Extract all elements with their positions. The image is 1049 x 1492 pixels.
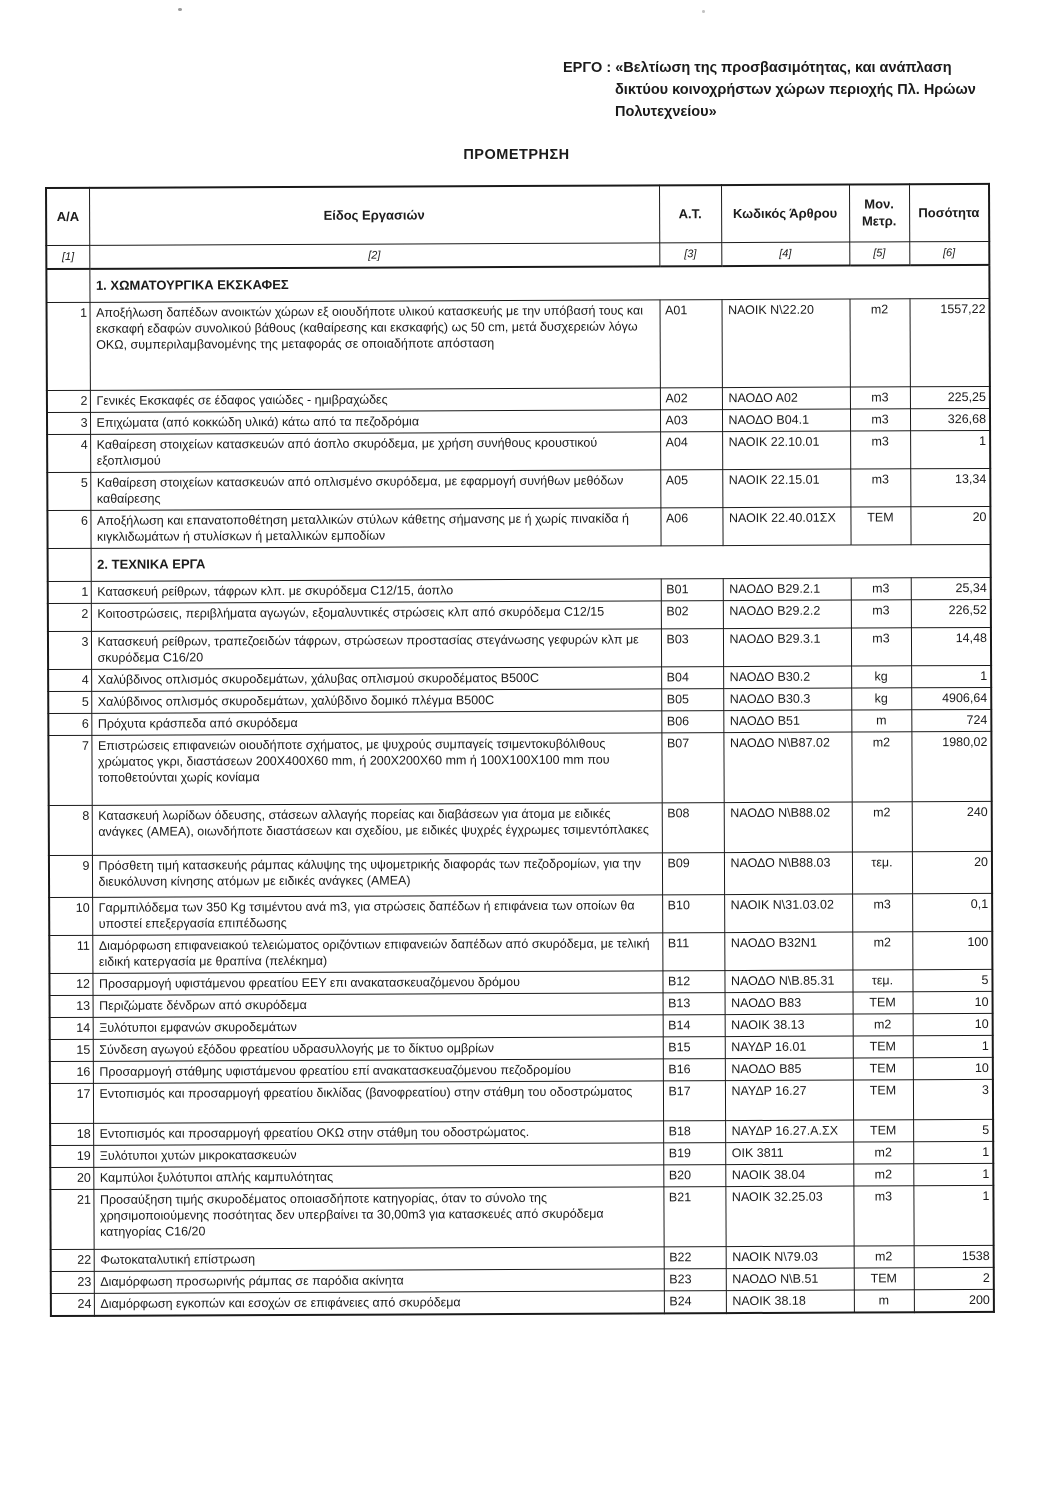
row-unit: τεμ.: [852, 970, 912, 992]
row-at-code: B05: [661, 689, 723, 711]
row-unit: m3: [850, 409, 910, 431]
section-aa-cell: [48, 548, 91, 581]
row-num: 6: [48, 713, 91, 735]
row-num: 23: [51, 1271, 94, 1293]
section-row: [46, 265, 989, 303]
row-unit: ΤΕΜ: [853, 1036, 913, 1058]
row-article-code: ΝΑΟΙΚ Ν\31.03.02: [724, 894, 852, 933]
row-article-code: ΝΑΟΔΟ Ν\Β.51: [726, 1268, 854, 1291]
row-unit: m3: [850, 431, 910, 469]
page-title: ΠΡΟΜΕΤΡΗΣΗ: [463, 147, 570, 163]
row-unit: m3: [850, 469, 910, 507]
row-article-code: ΝΑΟΔΟ Β30.2: [723, 666, 851, 689]
col-header-unit: Μον. Μετρ.: [849, 184, 909, 242]
row-article-code: ΝΑΟΔΟ Β30.3: [723, 688, 851, 711]
row-quantity: 1: [913, 1035, 993, 1057]
row-description: Διαμόρφωση εγκοπών και εσοχών σε επιφάνειες από σκυρόδεμα: [94, 1291, 664, 1316]
row-unit: m2: [853, 1142, 913, 1164]
row-unit: m2: [852, 802, 912, 852]
row-unit: m3: [851, 600, 911, 628]
row-quantity: 1557,22: [910, 298, 990, 386]
row-article-code: ΝΑΟΔΟ Α02: [722, 387, 850, 410]
table-row: [50, 1079, 993, 1123]
row-article-code: ΝΑΟΙΚ 38.04: [725, 1164, 853, 1187]
section-row: [48, 544, 991, 581]
row-at-code: B06: [661, 711, 723, 733]
col-header-aa: Α/Α: [46, 188, 89, 246]
row-description: Προσαύξηση τιμής σκυροδέματος οποιασδήποτε κατηγορίας, όταν το σύνολο της χρησιμοποιούμενης ποσότητας δεν υπερβαίνει τα 30,00m3 για κατασκευές από σκυρόδεμα κατηγορίας C16/20: [93, 1187, 663, 1249]
row-quantity: 225,25: [910, 386, 990, 408]
row-article-code: ΝΑΥΔΡ 16.27: [725, 1080, 853, 1121]
row-quantity: 13,34: [910, 468, 990, 506]
row-description: Πρόσθετη τιμή κατασκευής ράμπας κάλυψης της υψομετρικής διαφοράς των πεζοδρομίων, για την διευκόλυνση κίνησης ατόμων με ειδικές ανάγκες (ΑΜΕΑ): [92, 853, 662, 897]
row-unit: m3: [852, 894, 912, 932]
row-num: 5: [47, 472, 90, 510]
row-article-code: ΝΑΟΔΟ Β32Ν1: [724, 932, 852, 971]
project-header: [563, 57, 993, 123]
row-article-code: ΟΙΚ 3811: [725, 1142, 853, 1165]
table-row: [47, 506, 990, 548]
row-at-code: B19: [663, 1143, 725, 1165]
col-header-article-code: Κωδικός Άρθρου: [721, 185, 849, 243]
row-at-code: B07: [661, 733, 723, 803]
row-quantity: 14,48: [911, 627, 991, 665]
project-label: ΕΡΓΟ :: [563, 60, 612, 76]
row-unit: m: [851, 710, 911, 732]
row-unit: ΤΕΜ: [853, 1080, 913, 1120]
row-at-code: B13: [663, 993, 725, 1015]
row-quantity: 326,68: [910, 408, 990, 430]
row-quantity: 1: [910, 430, 990, 468]
row-description: Γαρμπιλόδεμα των 350 Kg τσιμέντου ανά m3, για στρώσεις δαπέδων ή επιφάνεια των οποίων θα υποστεί επεξεργασία επιπέδωσης: [92, 895, 662, 935]
row-num: 19: [50, 1145, 93, 1167]
row-num: 13: [50, 995, 93, 1017]
row-article-code: ΝΑΟΔΟ Ν\Β.85.31: [724, 970, 852, 993]
row-description: Εντοπισμός και προσαρμογή φρεατίου δικλίδας (βανοφρεατίου) στην στάθμη του οδοστρώματος: [93, 1081, 663, 1123]
row-article-code: ΝΑΟΙΚ 22.10.01: [722, 431, 850, 470]
table-row: [47, 298, 990, 390]
row-description: Περιζώματε δένδρων από σκυρόδεμα: [93, 993, 663, 1017]
scan-speck: [702, 10, 705, 13]
row-description: Κατασκευή ρείθρων, τραπεζοειδών τάφρων, στρώσεων προστασίας στεγάνωσης γεφυρών κλπ με σκυρόδεμα C16/20: [91, 629, 661, 669]
row-description: Διαμόρφωση επιφανειακού τελειώματος οριζόντιων επιφανειών δαπέδων από σκυρόδεμα, με τελική ειδική κατεργασία με θραπίνα (πελέκημα): [92, 933, 662, 973]
section-title: 2. ΤΕΧΝΙΚΑ ΕΡΓΑ: [91, 544, 991, 581]
row-quantity: 226,52: [911, 599, 991, 627]
row-num: 4: [47, 434, 90, 472]
row-num: 1: [48, 581, 91, 603]
row-quantity: 5: [913, 1119, 993, 1141]
row-unit: kg: [851, 688, 911, 710]
row-quantity: 10: [913, 1013, 993, 1035]
row-num: 10: [49, 897, 92, 935]
row-quantity: 0,1: [912, 893, 992, 931]
row-quantity: 724: [911, 709, 991, 731]
row-at-code: B22: [664, 1247, 726, 1269]
row-num: 8: [49, 805, 92, 855]
row-quantity: 5: [912, 969, 992, 991]
row-at-code: B08: [662, 803, 724, 853]
row-description: Ξυλότυποι χυτών μικροκατασκευών: [93, 1143, 663, 1167]
col-header-at: Α.Τ.: [659, 185, 721, 243]
row-at-code: B14: [663, 1015, 725, 1037]
row-unit: kg: [851, 666, 911, 688]
row-unit: ΤΕΜ: [854, 1268, 914, 1290]
row-unit: ΤΕΜ: [853, 992, 913, 1014]
row-article-code: ΝΑΟΙΚ Ν\22.20: [722, 299, 850, 388]
row-num: 3: [47, 412, 90, 434]
row-num: 18: [50, 1123, 93, 1145]
row-num: 15: [50, 1039, 93, 1061]
row-quantity: 3: [913, 1079, 993, 1119]
row-description: Χαλύβδινος οπλισμός σκυροδεμάτων, χάλυβας οπλισμού σκυροδέματος B500C: [91, 667, 661, 691]
table-row: [47, 430, 990, 472]
row-description: Πρόχυτα κράσπεδα από σκυρόδεμα: [91, 711, 661, 735]
table-row: [51, 1289, 994, 1316]
col-index: [5]: [849, 242, 909, 266]
row-description: Κατασκευή λωρίδων όδευσης, στάσεων αλλαγής πορείας και διαβάσεων για άτομα με ειδικές ανάγκες (ΑΜΕΑ), οιωνδήποτε διαστάσεων και σχεδίου, με ειδικές ψυχρές έγχρωμες τσιμεντόπλακες: [92, 803, 662, 855]
row-unit: m2: [852, 932, 912, 970]
row-article-code: ΝΑΟΔΟ Β29.2.2: [723, 600, 851, 629]
row-description: Προσαρμογή στάθμης υφιστάμενου φρεατίου επί ανακατασκευαζόμενου πεζοδρομίου: [93, 1059, 663, 1083]
table-body: [46, 265, 994, 1316]
row-unit: m2: [850, 299, 910, 387]
table-row: [47, 468, 990, 510]
row-description: Φωτοκαταλυτική επίστρωση: [94, 1247, 664, 1271]
row-description: Ξυλότυποι εμφανών σκυροδεμάτων: [93, 1015, 663, 1039]
row-at-code: A05: [660, 470, 722, 508]
row-quantity: 1: [913, 1163, 993, 1185]
col-index: [4]: [721, 242, 849, 266]
row-at-code: A01: [660, 300, 722, 388]
table-row: [50, 1185, 993, 1249]
row-description: Αποξήλωση και επανατοποθέτηση μεταλλικών στύλων κάθετης σήμανσης με ή χωρίς πινακίδα ή κιγκλιδωμάτων ή στυλίσκων ή μεταλλικών εμποδίων: [90, 508, 660, 548]
row-at-code: B23: [664, 1269, 726, 1291]
row-article-code: ΝΑΟΔΟ Β04.1: [722, 409, 850, 432]
row-unit: m2: [853, 1164, 913, 1186]
row-unit: m3: [851, 628, 911, 666]
row-at-code: A06: [660, 508, 722, 546]
scan-speck: [178, 8, 182, 11]
row-num: 12: [49, 973, 92, 995]
row-num: 14: [50, 1017, 93, 1039]
row-at-code: A04: [660, 432, 722, 470]
row-num: 20: [50, 1167, 93, 1189]
col-index: [1]: [46, 245, 89, 269]
row-description: Επιστρώσεις επιφανειών οιουδήποτε σχήματος, με ψυχρούς συμπαγείς τσιμεντοκυβόλιθους χρώματος γκρι, διαστάσεων 200Χ400Χ60 mm, ή 200Χ200Χ60 mm ή 100Χ100Χ100 mm που τοποθετούνται χωρίς κονίαμα: [91, 733, 661, 805]
row-article-code: ΝΑΟΔΟ Ν\Β87.02: [723, 732, 851, 803]
row-article-code: ΝΑΟΔΟ Β85: [725, 1058, 853, 1081]
row-unit: τεμ.: [852, 852, 912, 894]
row-quantity: 100: [912, 931, 992, 969]
row-num: 4: [48, 669, 91, 691]
row-description: Κατασκευή ρείθρων, τάφρων κλπ. με σκυρόδεμα C12/15, άοπλο: [91, 579, 661, 603]
row-num: 5: [48, 691, 91, 713]
row-num: 17: [50, 1083, 93, 1123]
row-unit: m3: [850, 387, 910, 409]
table-row: [48, 599, 991, 631]
row-unit: ΤΕΜ: [853, 1058, 913, 1080]
col-index: [2]: [89, 243, 659, 269]
row-unit: m3: [853, 1186, 913, 1246]
row-article-code: ΝΑΟΔΟ Ν\Β88.03: [724, 852, 852, 895]
row-num: 7: [48, 735, 91, 805]
row-num: 22: [51, 1249, 94, 1271]
col-index: [6]: [909, 241, 989, 265]
row-article-code: ΝΑΟΔΟ Β83: [725, 992, 853, 1015]
row-description: Διαμόρφωση προσωρινής ράμπας σε παρόδια ακίνητα: [94, 1269, 664, 1293]
row-quantity: 1: [913, 1185, 993, 1245]
section-title: 1. ΧΩΜΑΤΟΥΡΓΙΚΑ ΕΚΣΚΑΦΕΣ: [89, 265, 989, 302]
row-quantity: 200: [914, 1289, 994, 1312]
row-quantity: 10: [913, 1057, 993, 1079]
row-quantity: 1980,02: [911, 731, 991, 801]
quantities-table: [45, 183, 993, 1317]
table-row: [49, 893, 992, 935]
row-quantity: 25,34: [911, 577, 991, 599]
row-at-code: B15: [663, 1037, 725, 1059]
row-unit: m2: [851, 732, 911, 802]
row-quantity: 4906,64: [911, 687, 991, 709]
row-at-code: B04: [661, 667, 723, 689]
row-num: 9: [49, 855, 92, 897]
row-article-code: ΝΑΥΔΡ 16.01: [725, 1036, 853, 1059]
header-row: [46, 184, 989, 246]
row-at-code: B01: [661, 579, 723, 601]
row-at-code: B18: [663, 1121, 725, 1143]
row-unit: m2: [854, 1246, 914, 1268]
row-num: 6: [47, 510, 90, 548]
row-at-code: A02: [660, 388, 722, 410]
table-row: [49, 801, 992, 855]
row-article-code: ΝΑΟΔΟ Β29.2.1: [723, 578, 851, 601]
table-row: [49, 851, 992, 897]
col-header-work-type: Είδος Εργασιών: [89, 185, 659, 245]
row-article-code: ΝΑΟΔΟ Ν\Β88.02: [724, 802, 852, 853]
row-at-code: B10: [662, 895, 724, 933]
table-row: [48, 627, 991, 669]
row-unit: m: [854, 1290, 914, 1313]
row-quantity: 1: [911, 665, 991, 687]
row-quantity: 1538: [914, 1245, 994, 1267]
project-line-2: δικτύου κοινοχρήστων χώρων περιοχής Πλ. Ηρώων: [615, 82, 976, 99]
col-header-quantity: Ποσότητα: [909, 184, 989, 242]
row-quantity: 240: [912, 801, 992, 851]
row-unit: m2: [853, 1014, 913, 1036]
row-description: Καθαίρεση στοιχείων κατασκευών από οπλισμένο σκυρόδεμα, με εφαρμογή συνήθων μεθόδων καθαίρεσης: [90, 470, 660, 510]
row-unit: ΤΕΜ: [850, 507, 910, 545]
row-num: 21: [50, 1189, 93, 1249]
row-at-code: B24: [664, 1291, 726, 1314]
row-description: Γενικές Εκσκαφές σε έδαφος γαιώδες - ημιβραχώδες: [90, 388, 660, 412]
row-quantity: 20: [910, 506, 990, 544]
row-article-code: ΝΑΟΙΚ Ν\79.03: [726, 1246, 854, 1269]
row-quantity: 1: [913, 1141, 993, 1163]
section-aa-cell: [46, 269, 89, 303]
row-unit: ΤΕΜ: [853, 1120, 913, 1142]
row-num: 2: [48, 603, 91, 631]
table-row: [48, 731, 991, 805]
row-at-code: B21: [663, 1187, 725, 1247]
row-at-code: B02: [661, 601, 723, 629]
row-article-code: ΝΑΟΙΚ 38.13: [725, 1014, 853, 1037]
row-quantity: 10: [913, 991, 993, 1013]
row-num: 24: [51, 1293, 94, 1316]
row-description: Επιχώματα (από κοκκώδη υλικά) κάτω από τα πεζοδρόμια: [90, 410, 660, 434]
row-at-code: B20: [663, 1165, 725, 1187]
row-article-code: ΝΑΟΙΚ 38.18: [726, 1290, 854, 1313]
row-num: 2: [47, 390, 90, 412]
row-unit: m3: [851, 578, 911, 600]
row-at-code: B11: [662, 933, 724, 971]
row-description: Καμπύλοι ξυλότυποι απλής καμπυλότητας: [93, 1165, 663, 1189]
row-article-code: ΝΑΟΙΚ 22.15.01: [722, 469, 850, 508]
project-line-1: ΕΡΓΟ : «Βελτίωση της προσβασιμότητας, και ανάπλαση: [563, 60, 952, 76]
row-at-code: B03: [661, 629, 723, 667]
row-description: Προσαρμογή υφιστάμενου φρεατίου ΕΕΥ επι ανακατασκευαζόμενου δρόμου: [92, 971, 662, 995]
row-description: Καθαίρεση στοιχείων κατασκευών από άοπλο σκυρόδεμα, με χρήση συνήθους κρουστικού εξοπλισμού: [90, 432, 660, 472]
row-article-code: ΝΑΟΙΚ 32.25.03: [725, 1186, 853, 1247]
row-article-code: ΝΑΟΔΟ Β29.3.1: [723, 628, 851, 667]
project-line-3: Πολυτεχνείου»: [615, 104, 717, 121]
row-num: 1: [47, 302, 90, 390]
row-description: Εντοπισμός και προσαρμογή φρεατίου ΟΚΩ στην στάθμη του οδοστρώματος.: [93, 1121, 663, 1145]
row-at-code: B16: [663, 1059, 725, 1081]
row-description: Χαλύβδινος οπλισμός σκυροδεμάτων, χαλύβδινο δομικό πλέγμα B500C: [91, 689, 661, 713]
table-row: [49, 931, 992, 973]
row-quantity: 20: [912, 851, 992, 893]
row-article-code: ΝΑΟΙΚ 22.40.01ΣΧ: [722, 507, 850, 546]
row-description: Σύνδεση αγωγού εξόδου φρεατίου υδρασυλλογής με το δίκτυο ομβρίων: [93, 1037, 663, 1061]
row-article-code: ΝΑΟΔΟ Β51: [723, 710, 851, 733]
row-article-code: ΝΑΥΔΡ 16.27.Α.ΣΧ: [725, 1120, 853, 1143]
row-num: 3: [48, 631, 91, 669]
row-at-code: A03: [660, 410, 722, 432]
table-header: [46, 184, 989, 269]
row-description: Αποξήλωση δαπέδων ανοικτών χώρων εξ οιουδήποτε υλικού κατασκευής με την υπόβασή τους και εκσκαφή εδαφών συνολικού βάθους (καθαίρεσης και εκσκαφής) ως 50 cm, μετά δυσχερειών λόγω ΟΚΩ, συμπεριλαμβανομένης της μεταφοράς σε οποιαδήποτε απόσταση: [90, 300, 660, 390]
row-num: 11: [49, 935, 92, 973]
col-index: [3]: [659, 243, 721, 267]
row-at-code: B09: [662, 853, 724, 895]
row-at-code: B12: [662, 971, 724, 993]
row-description: Κοιτοστρώσεις, περιβλήματα αγωγών, εξομαλυντικές στρώσεις κλπ από σκυρόδεμα C12/15: [91, 601, 661, 631]
row-num: 16: [50, 1061, 93, 1083]
row-quantity: 2: [914, 1267, 994, 1289]
row-at-code: B17: [663, 1081, 725, 1121]
